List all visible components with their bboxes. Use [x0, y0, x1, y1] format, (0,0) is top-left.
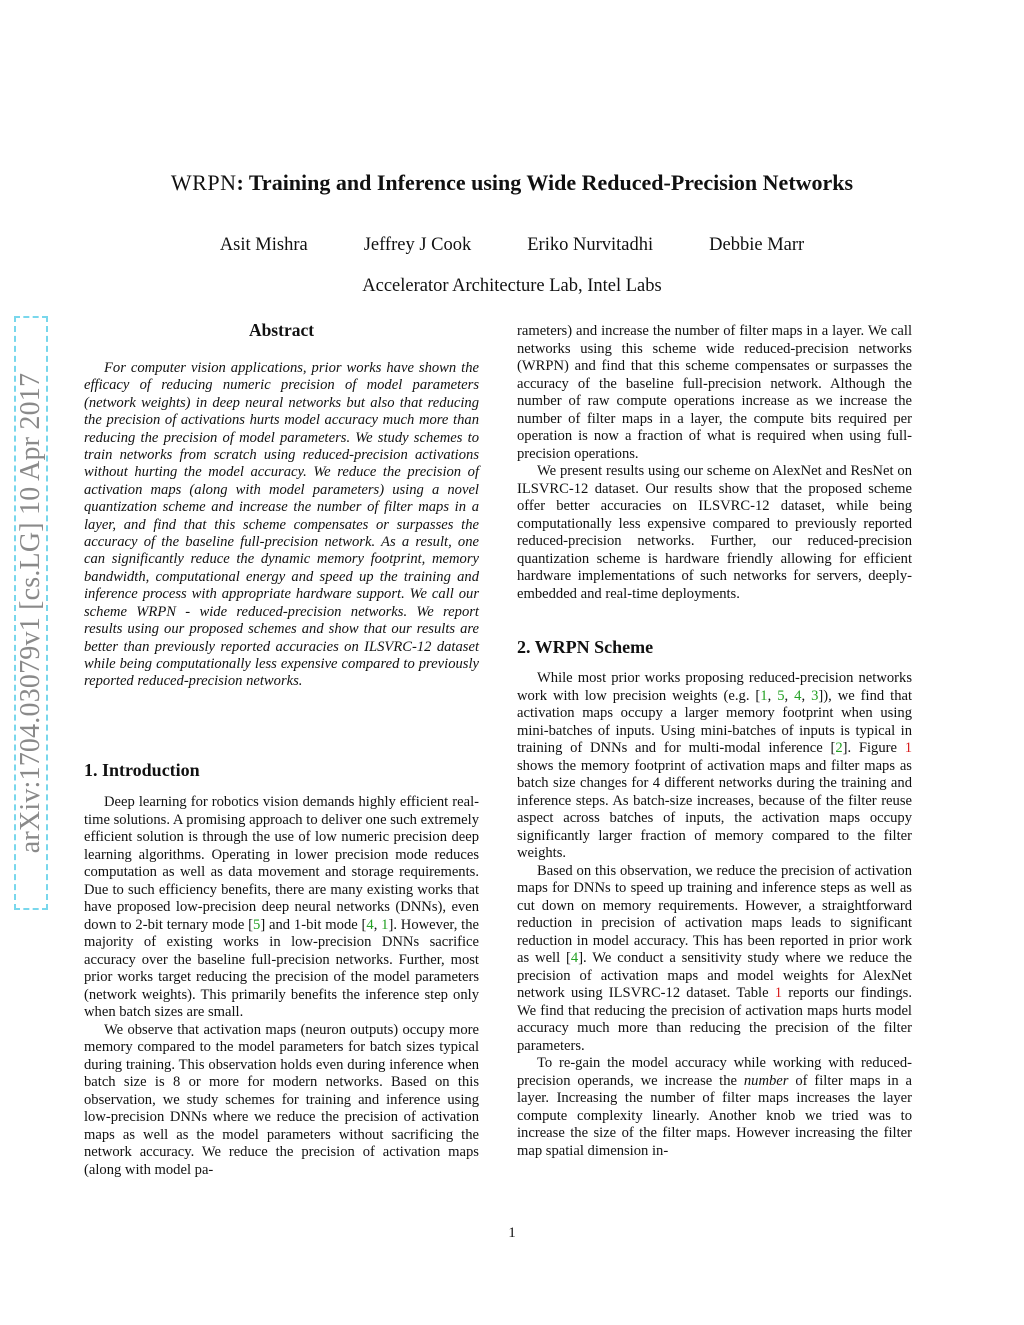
citation-link[interactable]: 4 [570, 950, 579, 966]
citation-link[interactable]: 5 [777, 687, 785, 704]
figure-ref-link[interactable]: 1 [904, 740, 912, 756]
page-number: 1 [508, 1225, 516, 1241]
affiliation: Accelerator Architecture Lab, Intel Labs [362, 276, 662, 296]
paragraph: While most prior works proposing reduced-precision networks work with low precision weights (e.g. [1, 5, 4, 3]), we find that activation maps occupy a larger memory footprint when using mini-batches of inputs. Using mini-batches of inputs is typical in training of DNNs and for multi-modal inference [2]. Figure 1 shows the memory footprint of activation maps and filter maps as batch size changes for 4 different networks during the training and inference steps. As batch-size increases, because of the filter reuse aspect across batches of inputs, the activation maps occupy significantly larger fraction of memory compared to the filter weights. [517, 670, 913, 861]
paragraph: Based on this observation, we reduce the precision of activation maps for DNNs to speed up training and inference steps as well as cut down on memory requirements. However, a straightforward reduction in precision of activation maps leads to significant reduction in model accuracy. This has been reported in prior work as well [4]. We conduct a sensitivity study where we reduce the precision of activation maps and model weights for AlexNet network using ILSVRC-12 dataset. Table 1 reports our findings. We find that reducing the precision of activation maps hurts model accuracy much more than reducing the precision of the filter parameters. [517, 862, 912, 1054]
wrpn-scheme-body [517, 670, 912, 1160]
table-ref-link[interactable]: 1 [774, 985, 783, 1001]
section-heading-wrpn-scheme: 2. WRPN Scheme [517, 637, 654, 657]
introduction-body [84, 794, 479, 1179]
arxiv-id: arXiv:1704.03079v1 [cs.LG] 10 Apr 2017 [15, 372, 46, 854]
paragraph: Deep learning for robotics vision demands highly efficient real-time solutions. A promising approach to deliver one such extremely efficient solution is through the use of low numeric precision deep learning algorithms. Operating in lower precision mode reduces computation as well as data movement and storage requirements. Due to such efficiency benefits, there are many existing works that have proposed low-precision deep neural networks (DNNs), even down to 2-bit ternary mode [5] and 1-bit mode [4, 1]. However, the majority of existing works in low-precision DNNs sacrifice accuracy over the baseline full-precision networks. Further, most prior works target reducing the precision of the model parameters (network weights). This primarily benefits the inference step only when batch sizes are small. [84, 794, 479, 1020]
paragraph: rameters) and increase the number of filter maps in a layer. We call networks using this scheme wide reduced-precision networks (WRPN) and find that this scheme compensates or surpasses the accuracy of the baseline full-precision network. Although the number of raw compute operations increase as we increase the number of filter maps in a layer, the compute bits required per operation is now a fraction of what is required when using full-precision operations. [517, 323, 912, 462]
citation-link[interactable]: 4 [794, 687, 802, 704]
title-acronym: WRPN [170, 170, 237, 195]
section-heading-introduction: 1. Introduction [84, 760, 200, 780]
paragraph: We present results using our scheme on AlexNet and ResNet on ILSVRC-12 dataset. Our results show that the proposed scheme offer better accuracies on ILSVRC-12 dataset, while being computationally less expensive compared to previously reported reduced-precision networks. Further, our reduced-precision quantization scheme is hardware friendly allowing for efficient hardware implementations of such networks for servers, deeply-embedded and real-time deployments. [517, 463, 912, 602]
author: Eriko Nurvitadhi [527, 235, 654, 255]
introduction-continued [517, 323, 912, 603]
citation-link[interactable]: 3 [811, 687, 819, 704]
paragraph: To re-gain the model accuracy while working with reduced-precision operands, we increase the number of filter maps in a layer. Increasing the number of filter maps increases the layer compute complexity linearly. Another knob we tried was to increase the size of the filter maps. However increasing the filter map spatial dimension in- [517, 1055, 912, 1159]
author: Asit Mishra [219, 235, 308, 255]
citation-link[interactable]: 4 [366, 916, 374, 933]
citation-link[interactable]: 2 [835, 740, 843, 756]
citation-link[interactable]: 1 [760, 687, 768, 704]
author: Debbie Marr [709, 235, 805, 255]
author: Jeffrey J Cook [363, 235, 472, 255]
author-list [0, 235, 1024, 256]
title-rest: : Training and Inference using Wide Reduced-Precision Networks [236, 170, 854, 195]
paragraph: We observe that activation maps (neuron outputs) occupy more memory compared to the model parameters for batch sizes typical during training. This observation holds even during inference when batch size is 8 or more for modern networks. Based on this observation, we study schemes for training and inference using low-precision DNNs where we reduce the precision of activation maps as well as the model parameters without sacrificing the network accuracy. We reduce the precision of activation maps (along with model pa- [84, 1021, 479, 1178]
citation-link[interactable]: 5 [253, 916, 261, 933]
abstract-heading: Abstract [248, 320, 315, 340]
arxiv-stamp [14, 316, 48, 910]
paper-title [0, 170, 1024, 196]
citation-link[interactable]: 1 [381, 916, 389, 933]
abstract-text: For computer vision applications, prior works have shown the efficacy of reducing numeric precision of model parameters (network weights) in deep neural networks but also that reducing the precision of activations hurts model accuracy much more than reducing the precision of model parameters. We study schemes to train networks from scratch using reduced-precision activations without hurting the model accuracy. We reduce the precision of activation maps (along with model parameters) using a novel quantization scheme and increase the number of filter maps in a layer, and find that this scheme compensates or surpasses the accuracy of the baseline full-precision network. As a result, one can significantly reduce the dynamic memory footprint, memory bandwidth, computational energy and speed up the training and inference process with appropriate hardware support. We call our scheme WRPN - wide reduced-precision networks. We report results using our proposed schemes and show that our results are better than previously reported accuracies on ILSVRC-12 dataset while being computationally less expensive compared to previously reported reduced-precision networks. [84, 360, 479, 690]
